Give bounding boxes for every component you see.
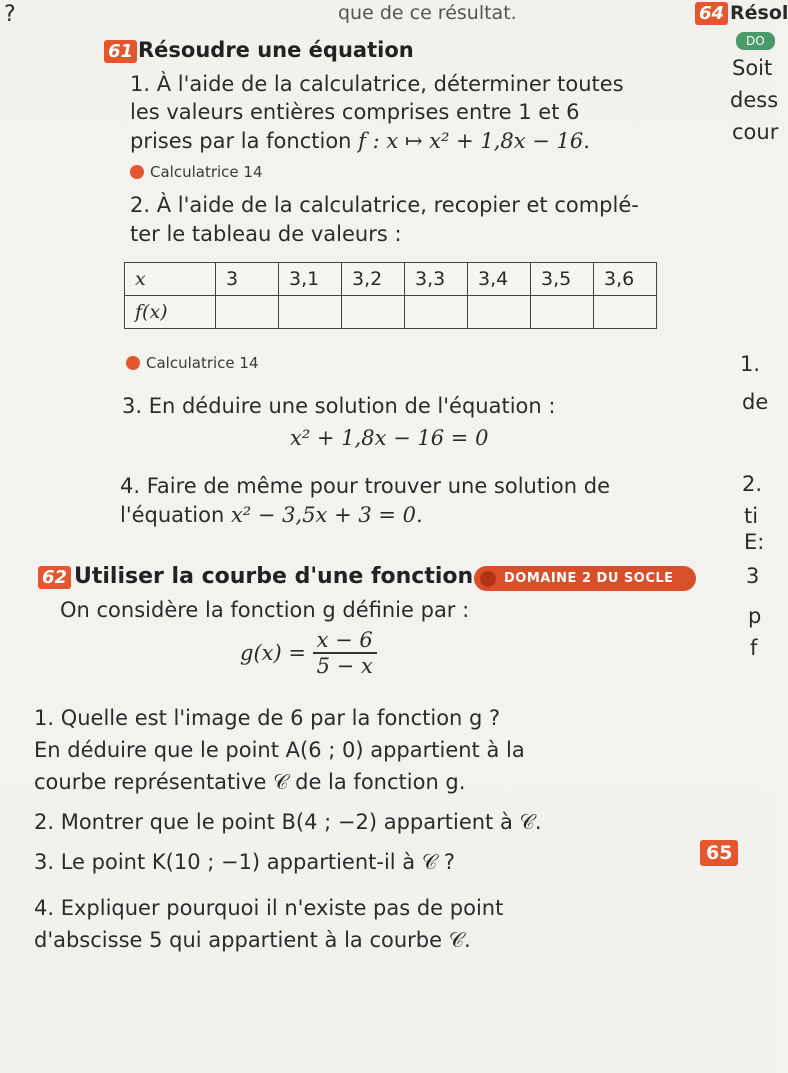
right-word-soit: Soit (732, 56, 773, 80)
table-cell-empty (594, 296, 657, 329)
table-cell-empty (405, 296, 468, 329)
table-header-fx: f(x) (125, 296, 216, 329)
left-mark: ? (4, 2, 16, 27)
right-exercise-title: Résol (730, 2, 788, 24)
ex62-q1-line3: courbe représentative 𝒞 de la fonction g. (34, 770, 466, 794)
ex62-intro: On considère la fonction g définie par : (60, 598, 470, 622)
ex62-q4-line2: d'abscisse 5 qui appartient à la courbe 𝒞. (34, 928, 471, 952)
table-cell-x: 3,6 (594, 263, 657, 296)
ex61-q2-line1: 2. À l'aide de la calculatrice, recopier et complé- (130, 193, 639, 217)
right-word-cour: cour (732, 120, 779, 144)
calculator-ref-1 (130, 163, 263, 181)
ex61-q4-line1: 4. Faire de même pour trouver une solution de (120, 474, 611, 498)
calculator-icon (126, 356, 140, 370)
table-cell-empty (468, 296, 531, 329)
calculator-ref-2-label: Calculatrice 14 (146, 354, 259, 372)
header-fragment: que de ce résultat. (338, 2, 517, 24)
right-item: 3 (746, 564, 760, 588)
calculator-icon (130, 165, 144, 179)
calculator-ref-2 (126, 354, 259, 372)
table-cell-x: 3,2 (342, 263, 405, 296)
g-fraction (313, 628, 377, 678)
ex61-q4-line2-prefix: l'équation (120, 503, 225, 527)
ex61-q4-line2 (120, 503, 423, 527)
table-cell-x: 3,5 (531, 263, 594, 296)
right-item: f (750, 636, 758, 660)
ex61-q2-line2: ter le tableau de valeurs : (130, 222, 402, 246)
right-exercise-65: 65 (700, 840, 738, 866)
table-cell-x: 3,4 (468, 263, 531, 296)
ex61-q1-line1: 1. À l'aide de la calculatrice, déterminer toutes (130, 72, 624, 96)
table-cell-x: 3,1 (279, 263, 342, 296)
ex62-q2: 2. Montrer que le point B(4 ; −2) appartient à 𝒞. (34, 810, 542, 834)
exercise-62-title: Utiliser la courbe d'une fonction (74, 564, 474, 589)
right-item: p (748, 604, 762, 628)
ex61-q4-equation: x² − 3,5x + 3 = 0. (230, 503, 423, 527)
table-header-x: x (125, 263, 216, 296)
ex61-q3-equation: x² + 1,8x − 16 = 0 (290, 426, 489, 450)
right-item: ti (744, 504, 759, 528)
right-badge: DO (736, 32, 775, 50)
table-cell-x: 3,3 (405, 263, 468, 296)
table-row-fx (125, 296, 657, 329)
ex62-q1-line2: En déduire que le point A(6 ; 0) appartient à la (34, 738, 525, 762)
table-cell-empty (216, 296, 279, 329)
g-function-definition (240, 628, 377, 678)
table-cell-empty (279, 296, 342, 329)
right-item: E: (744, 530, 765, 554)
right-item: de (742, 390, 769, 414)
table-row-x (125, 263, 657, 296)
ex61-function-f: f : x ↦ x² + 1,8x − 16. (358, 129, 590, 153)
g-numerator: x − 6 (313, 628, 377, 654)
exercise-61-number: 61 (104, 40, 137, 63)
ex62-q3: 3. Le point K(10 ; −1) appartient-il à 𝒞 ? (34, 850, 455, 874)
calculator-ref-1-label: Calculatrice 14 (150, 163, 263, 181)
right-item: 2. (742, 472, 763, 496)
table-cell-x: 3 (216, 263, 279, 296)
ex61-q1-line3-prefix: prises par la fonction (130, 129, 352, 153)
ex61-q1-line2: les valeurs entières comprises entre 1 et 6 (130, 100, 580, 124)
exercise-62-number: 62 (38, 566, 71, 589)
ex61-q1-line3 (130, 129, 590, 153)
table-cell-empty (342, 296, 405, 329)
right-word-dess: dess (730, 88, 779, 112)
table-cell-empty (531, 296, 594, 329)
ex62-q4-line1: 4. Expliquer pourquoi il n'existe pas de point (34, 896, 504, 920)
g-lhs: g(x) = (240, 641, 306, 665)
exercise-61-title: Résoudre une équation (138, 38, 414, 62)
ex61-q3-line1: 3. En déduire une solution de l'équation : (122, 394, 556, 418)
right-item: 1. (740, 352, 761, 376)
socle-domain-badge: DOMAINE 2 DU SOCLE (474, 566, 696, 591)
values-table (124, 262, 657, 329)
ex62-q1-line1: 1. Quelle est l'image de 6 par la fonction g ? (34, 706, 501, 730)
g-denominator: 5 − x (316, 654, 373, 678)
right-exercise-number: 64 (695, 2, 728, 25)
